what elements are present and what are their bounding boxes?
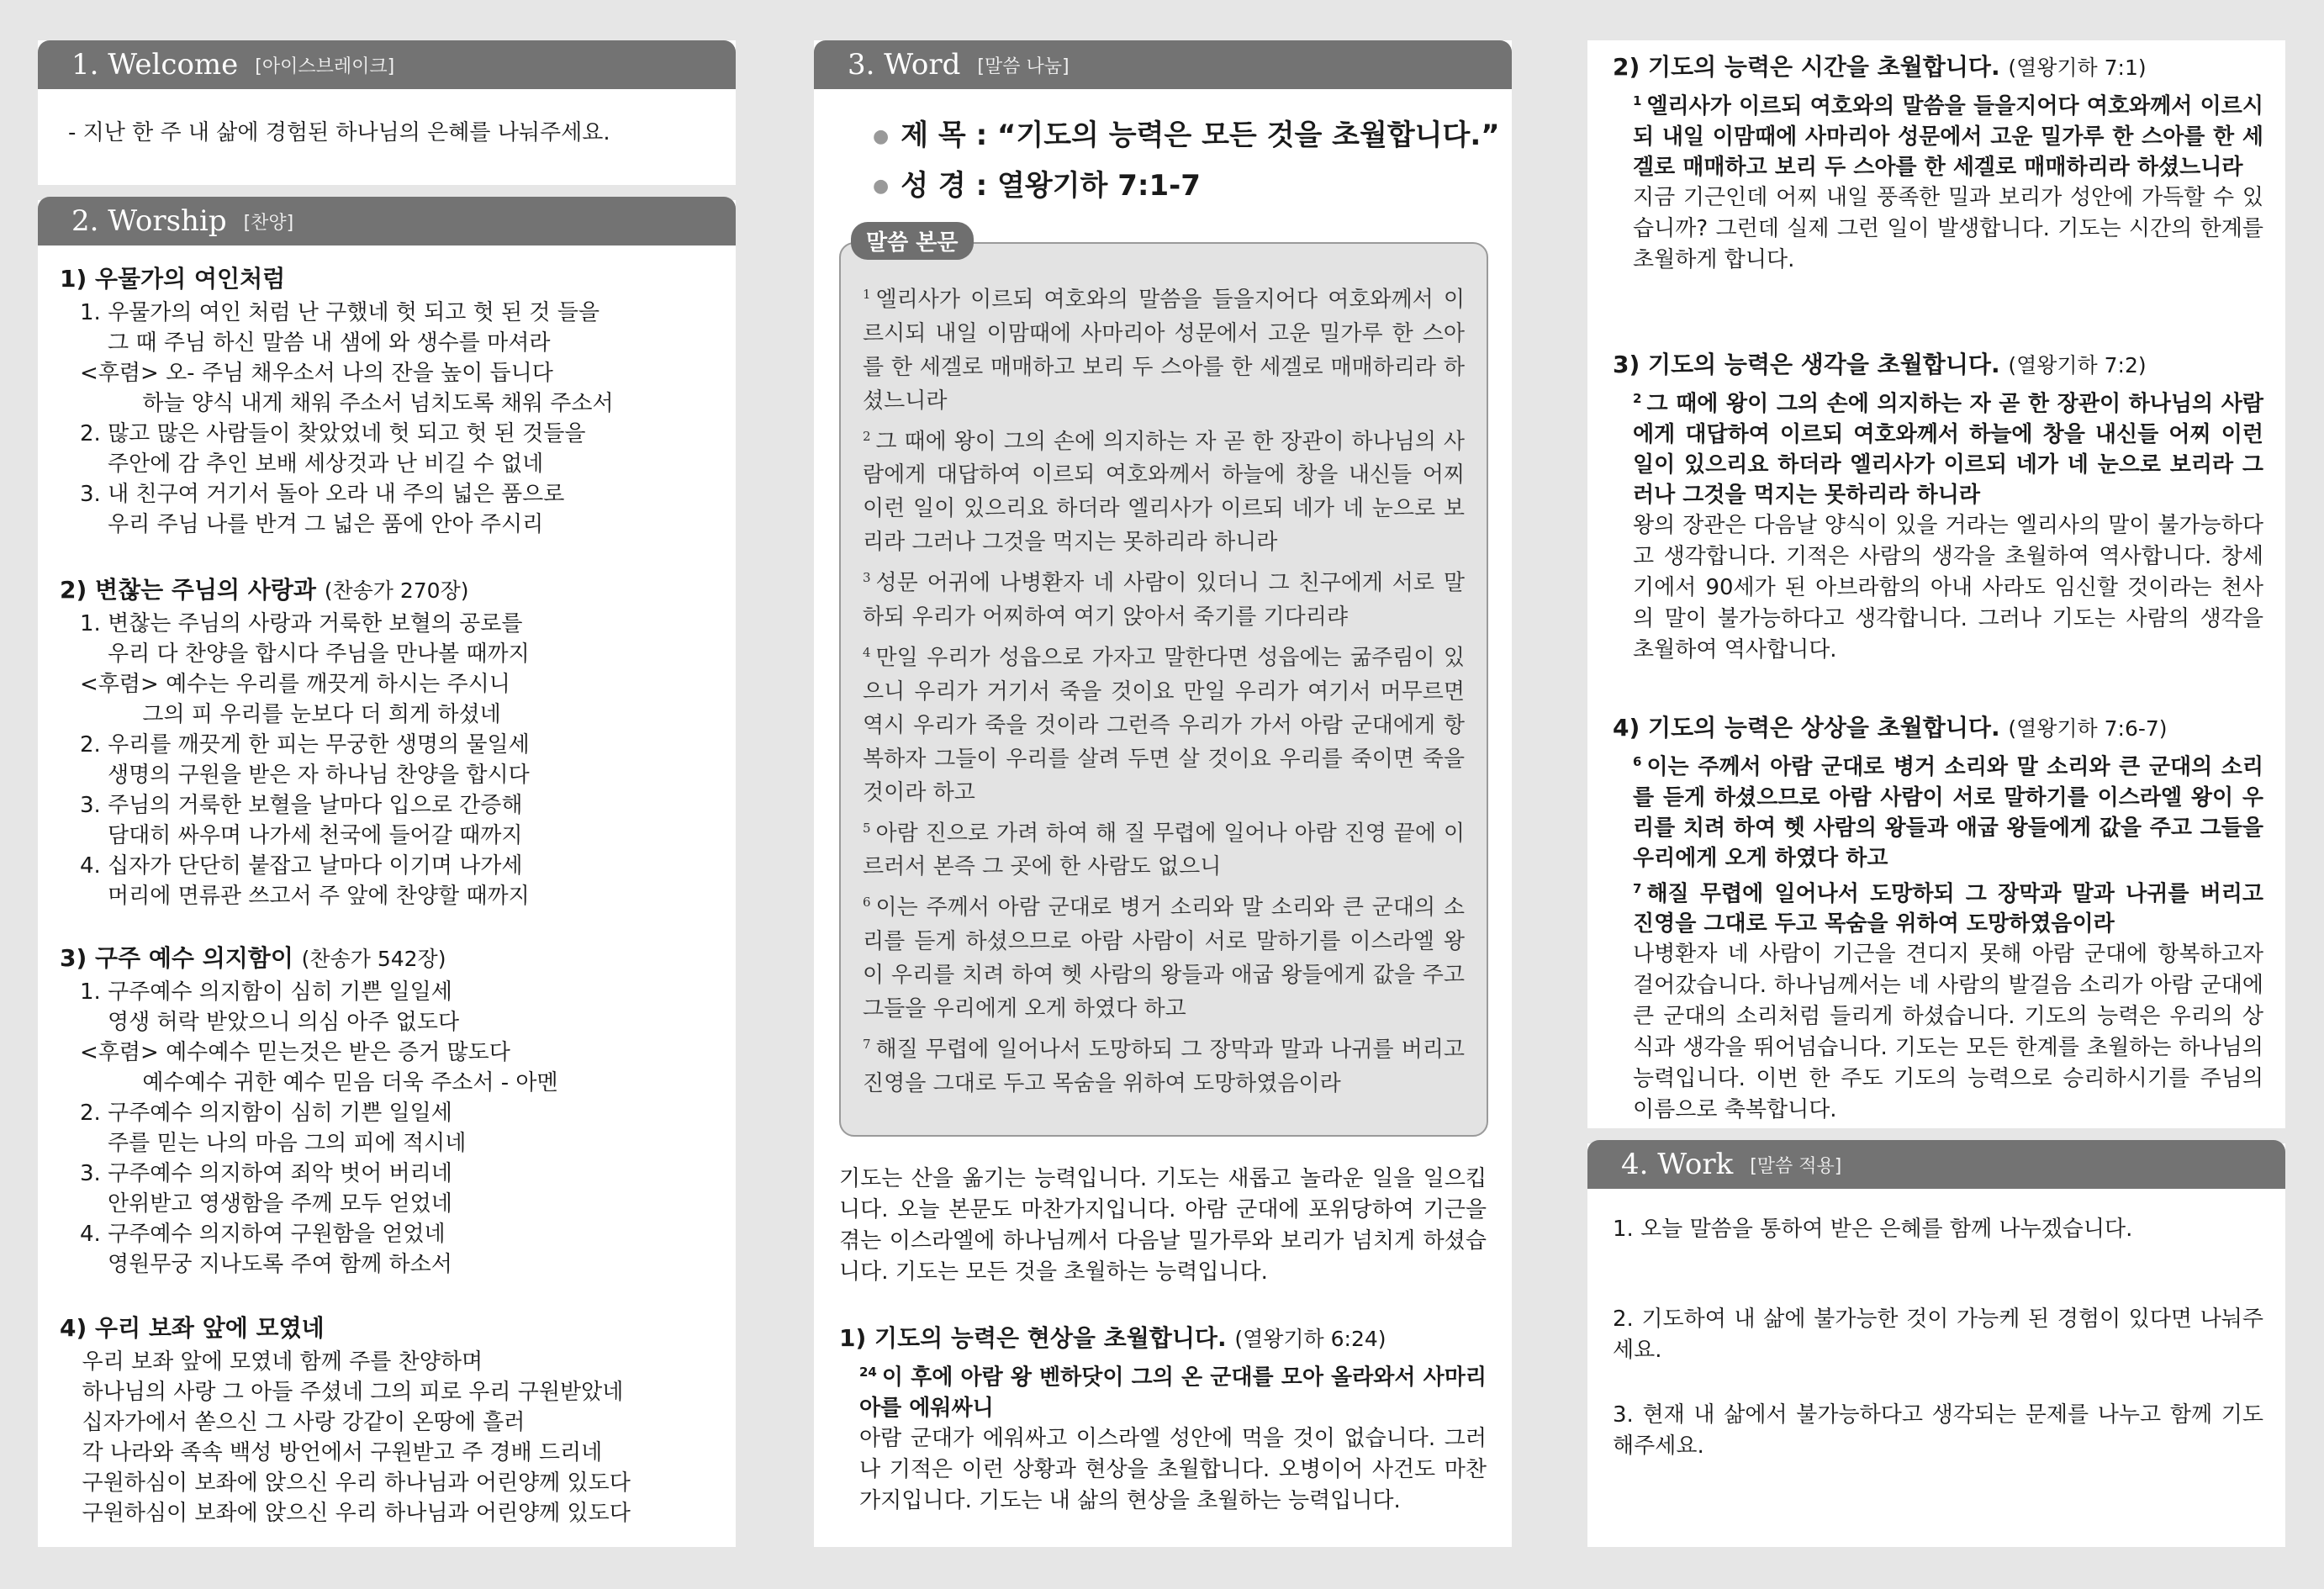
column-middle	[814, 40, 1512, 1547]
hymn-number: (찬송가 270장)	[324, 578, 469, 603]
lyric-line: 우리 주님 나를 반겨 그 넓은 품에 안아 주시리	[80, 512, 544, 537]
song-2	[60, 572, 727, 911]
song-lyrics	[60, 298, 727, 540]
lyric-line: 우리 보좌 앞에 모였네 함께 주를 찬양하며	[68, 1349, 483, 1375]
point-body: 왕의 장관은 다음날 양식이 있을 거라는 엘리사의 말이 불가능하다고 생각합니다. 기적은 사람의 생각을 초월하여 역사합니다. 창세기에서 90세가 된 아브라함의 아내 사라도 임신할 것이라는 천사의 말이 불가능하다고 생각합니다. 그러나 기도는 사람의 생각을 초월하여 역사합니다.	[1633, 512, 2263, 663]
word-header	[814, 40, 1512, 89]
scripture-verse: $^3$ 성문 어귀에 나병환자 네 사람이 있더니 그 친구에게 서로 말하되 우리가 어찌하여 여기 앉아서 죽기를 기다리랴	[863, 570, 1465, 630]
lyric-line: 2. 우리를 깨끗게 한 피는 무궁한 생명의 물일세	[80, 732, 530, 758]
lyric-line: 2. 구주예수 의지함이 심히 기쁜 일일세	[80, 1101, 452, 1126]
song-lyrics	[60, 1347, 727, 1528]
song-1	[60, 261, 727, 540]
point-title: 2) 기도의 능력은 시간을 초월합니다.	[1613, 53, 2000, 81]
scripture-verse: $^6$ 이는 주께서 아람 군대로 병거 소리와 말 소리와 큰 군대의 소리를 듣게 하셨으므로 아람 사람이 서로 말하기를 이스라엘 왕이 우리를 치려 하여 헷 사람의 왕들과 애굽 왕들에게 값을 주고 그들을 우리에게 오게 하였다 하고	[863, 895, 1465, 1022]
point-verse: $^7$ 해질 무렵에 일어나서 도망하되 그 장막과 말과 나귀를 버리고 진영을 그대로 두고 목숨을 위하여 도망하였음이라	[1633, 880, 2263, 937]
lyric-line: 3. 구주예수 의지하여 죄악 벗어 버리네	[80, 1161, 452, 1186]
lyric-line: 주안에 감 추인 보배 세상것과 난 비길 수 없네	[80, 451, 544, 477]
lyric-line: 십자가에서 쏟으신 그 사랑 강같이 온땅에 흘러	[68, 1410, 526, 1435]
sermon-intro	[839, 1164, 1487, 1288]
lyric-line: 담대히 싸우며 나가세 천국에 들어갈 때까지	[80, 823, 523, 848]
point-4	[1613, 710, 2263, 1126]
point-reference: (열왕기하 6:24)	[1234, 1327, 1386, 1351]
sermon-scripture: 성 경 : 열왕기하 7:1-7	[901, 168, 1201, 203]
scripture-verse: $^4$ 만일 우리가 성읍으로 가자고 말한다면 성읍에는 굶주림이 있으니 우리가 거기서 죽을 것이요 만일 우리가 여기서 머무르면 역시 우리가 죽을 것이라 그런즉 우리가 가서 아람 군대에게 항복하자 그들이 우리를 살려 두면 살 것이요 우리를 죽이면 죽을 것이라 하고	[863, 644, 1465, 805]
lyric-line: 그 때 주님 하신 말씀 내 샘에 와 생수를 마셔라	[80, 330, 551, 356]
song-3	[60, 940, 727, 1280]
lyric-line: 하늘 양식 내게 채워 주소서 넘치도록 채워 주소서	[80, 391, 614, 416]
point-body: 아람 군대가 에워싸고 이스라엘 성안에 먹을 것이 없습니다. 그러나 기적은 이런 상황과 현상을 초월합니다. 오병이어 사건도 마찬가지입니다. 기도는 내 삶의 현상을 초월하는 능력입니다.	[859, 1425, 1487, 1513]
point-body: 지금 기근인데 어찌 내일 풍족한 밀과 보리가 성안에 가득할 수 있습니까? 그런데 실제 그런 일이 발생합니다. 기도는 시간의 한계를 초월하게 합니다.	[1633, 184, 2263, 272]
lyric-line: 영원무궁 지나도록 주여 함께 하소서	[80, 1252, 452, 1277]
lyric-line: 각 나라와 족속 백성 방언에서 구원받고 주 경배 드리네	[68, 1440, 603, 1465]
lyric-line: 우리 다 찬양을 합시다 주님을 만나볼 때까지	[80, 641, 530, 667]
song-lyrics	[60, 977, 727, 1280]
song-lyrics	[60, 609, 727, 911]
point-3	[1613, 346, 2263, 666]
word-subtitle: [말씀 나눔]	[977, 55, 1070, 77]
welcome-body	[68, 118, 736, 149]
lyric-line: 1. 구주예수 의지함이 심히 기쁜 일일세	[80, 979, 452, 1005]
scripture-verse: $^7$ 해질 무렵에 일어나서 도망하되 그 장막과 말과 나귀를 버리고 진영을 그대로 두고 목숨을 위하여 도망하였음이라	[863, 1036, 1465, 1096]
column-left	[38, 40, 736, 1547]
lyric-line: 그의 피 우리를 눈보다 더 희게 하셨네	[80, 702, 501, 727]
lyric-line: 안위받고 영생함을 주께 모두 얻었네	[80, 1191, 452, 1217]
song-title: 2) 변찮는 주님의 사랑과	[60, 576, 316, 604]
lyric-line: 2. 많고 많은 사람들이 찾았었네 헛 되고 헛 된 것들을	[80, 421, 586, 446]
work-header	[1587, 1140, 2285, 1189]
worship-subtitle: [찬양]	[243, 212, 294, 234]
lyric-line: 구원하심이 보좌에 앉으신 우리 하나님과 어린양께 있도다	[68, 1470, 631, 1496]
scripture-tag: 말씀 본문	[851, 222, 974, 260]
lyric-line: 4. 구주예수 의지하여 구원함을 얻었네	[80, 1222, 446, 1247]
point-reference: (열왕기하 7:1)	[2008, 55, 2147, 80]
welcome-header	[38, 40, 736, 89]
point-2	[1613, 49, 2263, 276]
lyric-line: 영생 허락 받았으니 의심 아주 없도다	[80, 1010, 460, 1035]
scripture-verse: $^2$ 그 때에 왕이 그의 손에 의지하는 자 곧 한 장관이 하나님의 사람에게 대답하여 이르되 여호와께서 하늘에 창을 내신들 어찌 이런 일이 있으리요 하더라 엘리사가 이르되 네가 네 눈으로 보리라 그러나 그것을 먹지는 못하리라 하니라	[863, 428, 1465, 556]
sermon-topic: 제 목 : “기도의 능력은 모든 것을 초월합니다.”	[901, 119, 1500, 152]
worship-title: 2. Worship	[71, 204, 227, 238]
hymn-number: (찬송가 542장)	[301, 947, 446, 971]
lyric-line: 하나님의 사랑 그 아들 주셨네 그의 피로 우리 구원받았네	[68, 1380, 624, 1405]
lyric-line: 머리에 면류관 쓰고서 주 앞에 찬양할 때까지	[80, 884, 530, 909]
scripture-verse: $^1$ 엘리사가 이르되 여호와의 말씀을 들을지어다 여호와께서 이르시되 내일 이맘때에 사마리아 성문에서 고운 밀가루 한 스아를 한 세겔로 매매하고 보리 두 스아를 한 세겔로 매매하리라 하셨느니라	[863, 287, 1465, 414]
point-title: 1) 기도의 능력은 현상을 초월합니다.	[839, 1324, 1227, 1352]
scripture-body	[863, 277, 1465, 1102]
bullet-icon: ●	[873, 176, 890, 197]
lyric-line: 4. 십자가 단단히 붙잡고 날마다 이기며 나가세	[80, 853, 523, 879]
column-right	[1587, 40, 2285, 1547]
welcome-text: - 지난 한 주 내 삶에 경험된 하나님의 은혜를 나눠주세요.	[68, 120, 610, 145]
bullet-icon: ●	[873, 125, 890, 147]
point-body: 나병환자 네 사람이 기근을 견디지 못해 아람 군대에 항복하고자 걸어갔습니다. 하나님께서는 네 사람의 발걸음 소리가 아람 군대에 큰 군대의 소리처럼 들리게 하셨습니다. 기도의 능력은 우리의 상식과 생각을 뛰어넘습니다. 기도는 모든 한계를 초월하는 하나님의 능력입니다. 이번 한 주도 기도의 능력으로 승리하시기를 주님의 이름으로 축복합니다.	[1633, 942, 2263, 1123]
work-item: 1. 오늘 말씀을 통하여 받은 은혜를 함께 나누겠습니다.	[1613, 1217, 2133, 1242]
lyric-line: 주를 믿는 나의 마음 그의 피에 적시네	[80, 1131, 467, 1156]
point-1	[839, 1320, 1487, 1517]
point-reference: (열왕기하 7:2)	[2008, 353, 2147, 377]
lyric-line: <후렴> 예수는 우리를 깨끗게 하시는 주시니	[80, 672, 510, 697]
lyric-line: 3. 주님의 거룩한 보혈을 날마다 입으로 간증해	[80, 793, 523, 818]
lyric-line: 1. 우물가의 여인 처럼 난 구했네 헛 되고 헛 된 것 들을	[80, 300, 600, 325]
lyric-line: 3. 내 친구여 거기서 돌아 오라 내 주의 넓은 품으로	[80, 482, 565, 507]
song-title: 3) 구주 예수 의지함이	[60, 944, 293, 972]
work-item: 3. 현재 내 삶에서 불가능하다고 생각되는 문제를 나누고 함께 기도해주세요.	[1613, 1402, 2263, 1459]
work-subtitle: [말씀 적용]	[1750, 1155, 1842, 1177]
point-reference: (열왕기하 7:6-7)	[2008, 716, 2168, 741]
song-4	[60, 1310, 727, 1528]
work-list	[1613, 1214, 2263, 1462]
point-verse: $^6$ 이는 주께서 아람 군대로 병거 소리와 말 소리와 큰 군대의 소리를 듣게 하셨으므로 아람 사람이 서로 말하기를 이스라엘 왕이 우리를 치려 하여 헷 사람의 왕들과 애굽 왕들에게 값을 주고 그들을 우리에게 오게 하였다 하고	[1633, 754, 2263, 871]
scripture-box	[839, 242, 1488, 1137]
intro-text: 기도는 산을 옮기는 능력입니다. 기도는 새롭고 놀라운 일을 일으킵니다. 오늘 본문도 마찬가지입니다. 아람 군대에 포위당하여 기근을 겪는 이스라엘에 하나님께서 다음날 밀가루와 보리가 넘치게 하셨습니다. 기도는 모든 것을 초월하는 능력입니다.	[839, 1166, 1487, 1285]
point-verse: $^2$ 그 때에 왕이 그의 손에 의지하는 자 곧 한 장관이 하나님의 사람에게 대답하여 이르되 여호와께서 하늘에 창을 내신들 어찌 이런 일이 있으리요 하더라 엘리사가 이르되 네가 네 눈으로 보리라 그러나 그것을 먹지는 못하리라 하니라	[1633, 391, 2263, 508]
sermon-info	[873, 111, 1503, 211]
worship-header	[38, 197, 736, 245]
point-verse: $^1$ 엘리사가 이르되 여호와의 말씀을 들을지어다 여호와께서 이르시되 내일 이맘때에 사마리아 성문에서 고운 밀가루 한 스아를 한 세겔로 매매하고 보리 두 스아를 한 세겔로 매매하리라 하셨느니라	[1633, 93, 2263, 180]
point-title: 3) 기도의 능력은 생각을 초월합니다.	[1613, 351, 2000, 378]
point-title: 4) 기도의 능력은 상상을 초월합니다.	[1613, 714, 2000, 742]
point-verse: $^{24}$ 이 후에 아람 왕 벤하닷이 그의 온 군대를 모아 올라와서 사마리아를 에워싸니	[859, 1365, 1487, 1421]
work-title: 4. Work	[1621, 1148, 1734, 1181]
work-item: 2. 기도하여 내 삶에 불가능한 것이 가능케 된 경험이 있다면 나눠주세요.	[1613, 1307, 2263, 1363]
lyric-line: 예수예수 귀한 예수 믿음 더욱 주소서 - 아멘	[80, 1070, 558, 1095]
welcome-subtitle: [아이스브레이크]	[255, 55, 395, 77]
song-title: 4) 우리 보좌 앞에 모였네	[60, 1314, 325, 1342]
lyric-line: 구원하심이 보좌에 앉으신 우리 하나님과 어린양께 있도다	[68, 1501, 631, 1526]
scripture-verse: $^5$ 아람 진으로 가려 하여 해 질 무렵에 일어나 아람 진영 끝에 이르러서 본즉 그 곳에 한 사람도 없으니	[863, 820, 1465, 880]
word-title: 3. Word	[848, 48, 961, 82]
song-title: 1) 우물가의 여인처럼	[60, 265, 286, 293]
lyric-line: <후렴> 예수예수 믿는것은 받은 증거 많도다	[80, 1040, 510, 1065]
welcome-title: 1. Welcome	[71, 48, 239, 82]
lyric-line: 생명의 구원을 받은 자 하나님 찬양을 합시다	[80, 763, 530, 788]
lyric-line: 1. 변찮는 주님의 사랑과 거룩한 보혈의 공로를	[80, 611, 523, 636]
lyric-line: <후렴> 오- 주님 채우소서 나의 잔을 높이 듭니다	[80, 361, 553, 386]
